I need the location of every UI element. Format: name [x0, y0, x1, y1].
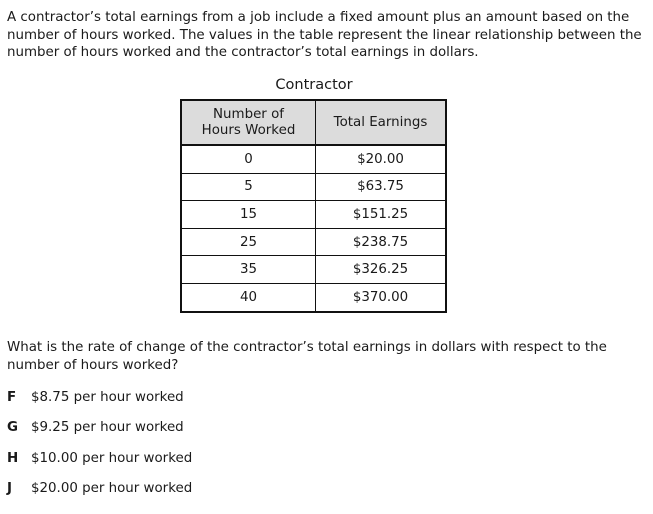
table-header-row	[181, 100, 446, 145]
header-hours-line2: Hours Worked	[201, 122, 296, 138]
earnings-cell: $326.25	[316, 256, 447, 284]
hours-cell: 5	[181, 173, 316, 201]
choice-letter: F	[7, 390, 17, 405]
choice-text: $9.25 per hour worked	[31, 420, 184, 436]
hours-cell: 40	[181, 283, 316, 311]
header-hours-worked	[181, 100, 316, 145]
choice-letter: J	[7, 480, 12, 496]
choice-h[interactable]	[7, 450, 192, 480]
earnings-cell: $20.00	[316, 145, 447, 173]
intro-paragraph: A contractor’s total earnings from a job include a fixed amount plus an amount based on the number of hours worked. The values in the table represent the linear relationship between the number of hours worked and the contractor’s total earnings in dollars.	[7, 10, 642, 60]
table-title: Contractor	[275, 77, 353, 93]
question-text: What is the rate of change of the contractor’s total earnings in dollars with respect to the number of hours worked?	[7, 340, 607, 373]
choice-g[interactable]	[7, 419, 192, 449]
table-row	[181, 283, 446, 311]
hours-cell: 35	[181, 256, 316, 284]
answer-choices	[7, 389, 192, 510]
earnings-cell: $63.75	[316, 173, 447, 201]
choice-j[interactable]	[7, 480, 192, 510]
earnings-cell: $238.75	[316, 228, 447, 256]
choice-text: $8.75 per hour worked	[31, 390, 184, 405]
choice-text: $10.00 per hour worked	[31, 450, 193, 466]
choice-text: $20.00 per hour worked	[31, 480, 193, 496]
contractor-table	[180, 99, 447, 313]
hours-cell: 25	[181, 228, 316, 256]
table-row	[181, 256, 446, 284]
table-row	[181, 228, 446, 256]
choice-letter: H	[7, 450, 19, 466]
table-row	[181, 145, 446, 173]
hours-cell: 0	[181, 145, 316, 173]
header-total-earnings: Total Earnings	[316, 100, 447, 145]
earnings-cell: $151.25	[316, 201, 447, 229]
choice-letter: G	[7, 420, 18, 436]
hours-cell: 15	[181, 201, 316, 229]
table-row	[181, 201, 446, 229]
table-row	[181, 173, 446, 201]
earnings-cell: $370.00	[316, 283, 447, 311]
header-hours-line1: Number of	[213, 107, 284, 122]
choice-f[interactable]	[7, 389, 192, 419]
